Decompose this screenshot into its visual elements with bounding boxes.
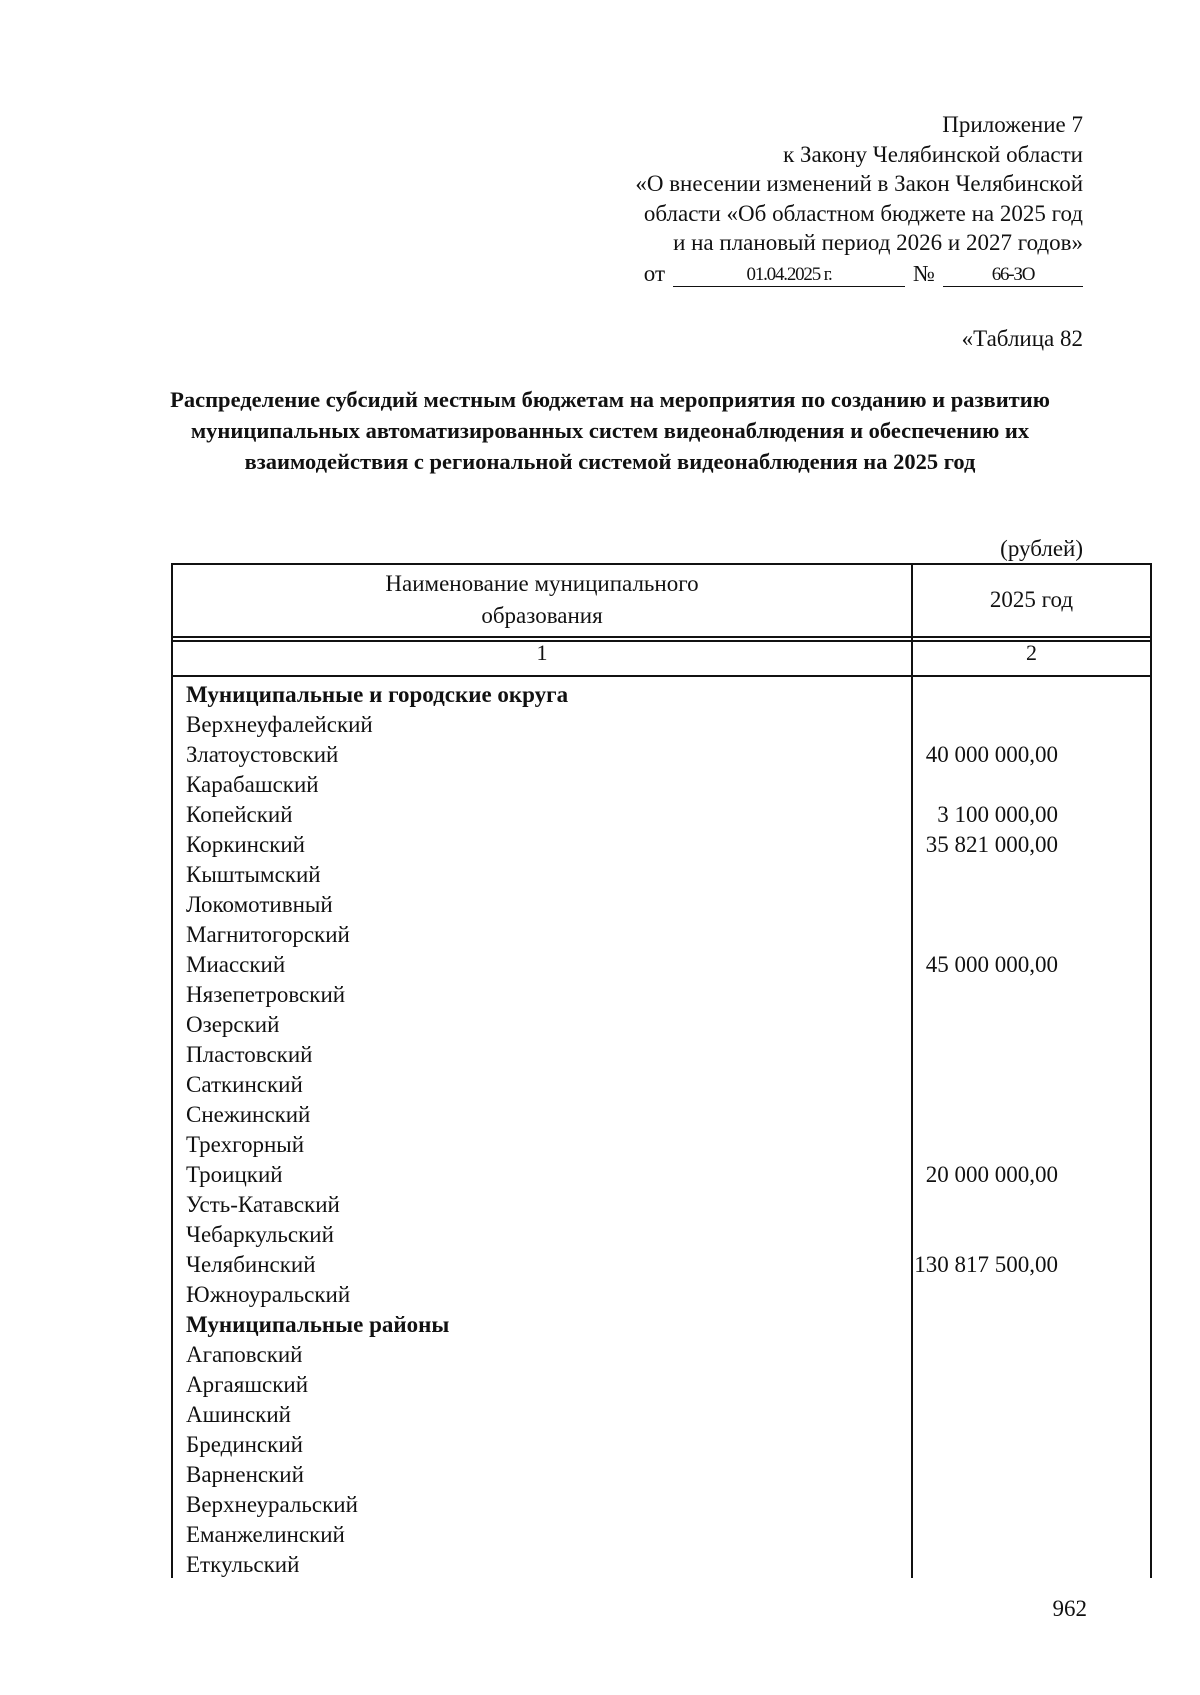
table-row-value: 40 000 000,00 [925, 742, 1058, 767]
colnum-bottom-border [171, 675, 1152, 677]
table-row-name: Трехгорный [186, 1132, 305, 1157]
table-row-value: 20 000 000,00 [925, 1162, 1058, 1187]
table-row-name: Снежинский [186, 1102, 311, 1127]
table-row-value: 35 821 000,00 [925, 832, 1058, 857]
number-sign: № [913, 261, 935, 286]
table-middle-border [911, 563, 913, 1578]
table-row-name: Агаповский [186, 1342, 303, 1367]
table-row-name: Еткульский [186, 1552, 300, 1577]
table-row-name: Аргаяшский [186, 1372, 309, 1397]
appendix-line: Приложение 7 [942, 112, 1083, 137]
table-row-name: Магнитогорский [186, 922, 350, 947]
units-label: (рублей) [1000, 536, 1083, 561]
document-title: Распределение субсидий местным бюджетам на мероприятия по созданию и развитию муниципальных автоматизированных систем видеонаблюдения и обеспечению их взаимодействия с региональной системой видеонаблюдения на 2025 год [170, 387, 1050, 474]
header-col-name-line1: Наименование муниципального [385, 571, 699, 596]
table-row-name: Южноуральский [186, 1282, 351, 1307]
decree-number: 66-ЗО [943, 264, 1083, 287]
table-row-name: Усть-Катавский [186, 1192, 340, 1217]
header-col-name [173, 568, 911, 632]
table-row-name: Локомотивный [186, 892, 333, 917]
table-row-name: Брединский [186, 1432, 303, 1457]
table-row-name: Копейский [186, 802, 293, 827]
table-row-name: Саткинский [186, 1072, 303, 1097]
table-row-name: Карабашский [186, 772, 319, 797]
column-number-2: 2 [1026, 640, 1037, 665]
header-col-name-line2: образования [481, 603, 603, 628]
decree-reference [644, 261, 1083, 287]
table-row-name: Верхнеуральский [186, 1492, 358, 1517]
appendix-line: и на плановый период 2026 и 2027 годов» [673, 230, 1083, 255]
header-top-border [171, 563, 1152, 565]
from-label: от [643, 261, 666, 286]
section-heading: Муниципальные районы [186, 1312, 450, 1337]
column-number-1: 1 [536, 640, 548, 665]
table-row-value: 45 000 000,00 [925, 952, 1058, 977]
table-right-border [1150, 563, 1152, 1578]
table-row-name: Златоустовский [186, 742, 339, 767]
header-col-year: 2025 год [989, 587, 1074, 612]
table-row-name: Коркинский [186, 832, 305, 857]
appendix-header [523, 110, 1083, 258]
table-left-border [171, 563, 173, 1578]
table-row-name: Пластовский [186, 1042, 313, 1067]
header-bottom-border [171, 636, 1152, 638]
page-number: 962 [1052, 1596, 1087, 1621]
appendix-line: к Закону Челябинской области [783, 141, 1083, 167]
table-row-name: Кыштымский [186, 862, 321, 887]
appendix-line: «О внесении изменений в Закон Челябинской [635, 171, 1083, 196]
section-heading: Муниципальные и городские округа [186, 682, 569, 707]
table-row-name: Челябинский [186, 1252, 316, 1277]
table-row-name: Миасский [186, 952, 286, 977]
table-row-name: Чебаркульский [186, 1222, 334, 1247]
table-row-name: Еманжелинский [186, 1522, 345, 1547]
table-row-name: Варненский [186, 1462, 304, 1487]
table-row-name: Ашинский [186, 1402, 291, 1427]
table-row-value: 130 817 500,00 [914, 1252, 1058, 1277]
table-reference: «Таблица 82 [961, 326, 1083, 351]
table-row-name: Верхнеуфалейский [186, 712, 373, 737]
appendix-line: области «Об областном бюджете на 2025 год [643, 200, 1083, 226]
table-row-name: Озерский [186, 1012, 280, 1037]
table-row-name: Нязепетровский [186, 982, 346, 1007]
table-row-value: 3 100 000,00 [937, 802, 1058, 827]
decree-date: 01.04.2025 г. [673, 264, 905, 287]
table-row-name: Троицкий [186, 1162, 283, 1187]
